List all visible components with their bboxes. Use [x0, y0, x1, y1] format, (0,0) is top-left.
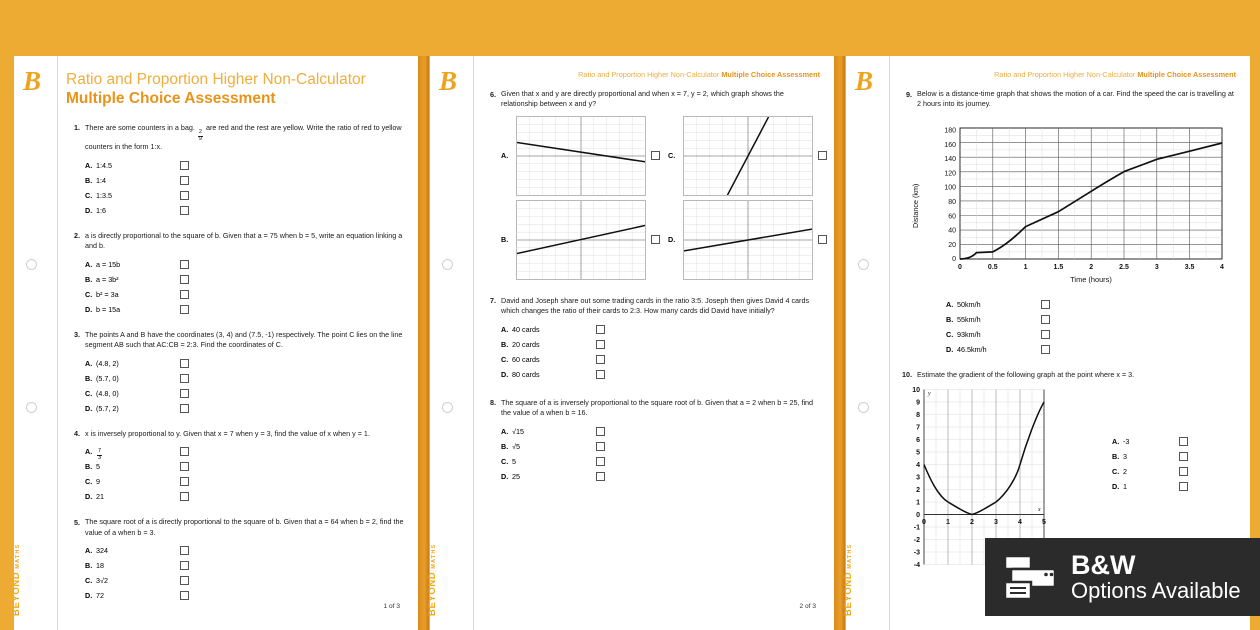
brand-sub: MATHS [15, 543, 21, 569]
svg-text:1: 1 [916, 499, 920, 507]
option-label: C. [85, 575, 93, 585]
question-text: Below is a distance-time graph that shows the motion of a car. Find the speed the car is travelling at 2 hours into its journey. [917, 89, 1234, 109]
option-value: 324 [96, 545, 108, 555]
option-value [96, 442, 180, 462]
svg-text:-3: -3 [913, 549, 920, 557]
option-row [1112, 479, 1188, 494]
bw-badge-text [1071, 552, 1241, 602]
runhead-plain: Ratio and Proportion Higher Non-Calculator [994, 70, 1138, 79]
option-list [85, 543, 404, 603]
svg-text:0: 0 [922, 519, 926, 527]
option-value: 20 cards [512, 339, 540, 349]
option-label: D. [1112, 482, 1120, 492]
option-label: C. [668, 151, 676, 161]
option-value: 3 [1123, 452, 1127, 462]
option-row [1112, 434, 1188, 449]
svg-text:1: 1 [946, 519, 950, 527]
option-row [501, 352, 820, 367]
option-label: A. [85, 447, 93, 457]
question-text: The square of a is inversely proportional to the square root of b. Given that a = 2 when b = 25, find the value of a when b = 16. [501, 397, 814, 418]
bw-badge-line2: Options Available [1071, 577, 1241, 603]
option-list [85, 356, 404, 416]
option-checkbox[interactable] [596, 472, 605, 481]
option-checkbox[interactable] [596, 340, 605, 349]
option-row [1112, 449, 1188, 464]
option-value: 72 [96, 590, 104, 600]
option-label: C. [1112, 467, 1120, 477]
option-value: 21 [96, 492, 104, 502]
option-label: A. [85, 545, 93, 555]
option-value: b = 15a [96, 304, 121, 314]
option-value: (5.7, 2) [96, 403, 119, 413]
question-text: The square root of a is directly proportional to the square of b. Given that a = 64 when b = 2, find the value of a when b = 3. [85, 517, 404, 537]
question-9 [898, 89, 1236, 357]
option-checkbox[interactable] [180, 561, 189, 570]
option-checkbox[interactable] [180, 161, 189, 170]
option-checkbox[interactable] [180, 290, 189, 299]
svg-text:10: 10 [912, 387, 920, 395]
option-value: 3√2 [96, 575, 108, 585]
svg-text:60: 60 [948, 213, 956, 221]
svg-text:8: 8 [916, 412, 920, 420]
graph-option-c[interactable] [668, 116, 827, 196]
question-number: 9. [906, 89, 912, 99]
option-row [501, 454, 820, 469]
x-tick-labels [958, 264, 1224, 271]
option-value: 18 [96, 560, 104, 570]
question-text: David and Joseph share out some trading cards in the ratio 3:5. Joseph then gives David 4 cards which changes the ratio of their cards to 2:3. How many cards did David have initially? [501, 295, 810, 316]
option-label: B. [85, 560, 93, 570]
punch-hole-bottom [858, 402, 869, 413]
svg-text:0: 0 [958, 263, 962, 271]
runhead-bold: Multiple Choice Assessment [1137, 70, 1236, 79]
svg-text:5: 5 [916, 449, 920, 457]
option-label: D. [85, 590, 93, 600]
option-row [946, 327, 1236, 342]
option-row [85, 573, 404, 588]
fraction-numerator: 2 [198, 128, 202, 135]
option-row [85, 588, 404, 603]
option-row [85, 543, 404, 558]
svg-text:3: 3 [1154, 263, 1159, 271]
option-label: A. [1112, 437, 1120, 447]
beyond-logo-icon: B [439, 66, 458, 96]
option-value: 1:6 [96, 205, 106, 215]
option-value: 80 cards [512, 369, 540, 379]
svg-text:20: 20 [948, 241, 956, 249]
beyond-brand-vertical [11, 544, 22, 616]
brand-sub: MATHS [431, 543, 437, 569]
option-checkbox[interactable] [818, 235, 827, 244]
option-checkbox[interactable] [180, 576, 189, 585]
option-value: 60 cards [512, 354, 540, 364]
option-checkbox[interactable] [1041, 315, 1050, 324]
option-checkbox[interactable] [180, 206, 189, 215]
question-8 [482, 398, 820, 484]
option-row [85, 444, 404, 459]
question-number: 8. [490, 398, 496, 408]
option-row [85, 489, 404, 504]
fraction-denominator: 3 [98, 454, 102, 461]
option-row [501, 322, 820, 337]
option-value: 1 [1123, 482, 1127, 492]
option-label: D. [85, 205, 93, 215]
option-row [85, 474, 404, 489]
q1-text-b: are red and the rest are yellow. Write the ratio of red to yellow counters in the form 1:x. [85, 122, 402, 152]
question-text: x is inversely proportional to y. Given that x = 7 when y = 3, find the value of x when y = 1. [85, 428, 370, 438]
option-label: A. [501, 426, 509, 436]
bw-options-badge[interactable] [985, 538, 1260, 616]
option-checkbox[interactable] [596, 370, 605, 379]
svg-text:1.5: 1.5 [1053, 263, 1064, 271]
option-label: A. [85, 358, 93, 368]
page-rail-2 [427, 56, 474, 630]
option-label: B. [1112, 452, 1120, 462]
option-list [946, 297, 1236, 357]
option-list [501, 322, 820, 382]
svg-text:9: 9 [916, 399, 920, 407]
bw-badge-line1: B&W [1071, 550, 1136, 581]
option-checkbox[interactable] [651, 151, 660, 160]
option-value: 25 [512, 471, 520, 481]
option-label: A. [501, 324, 509, 334]
beyond-brand-vertical [843, 544, 854, 616]
question-number: 10. [902, 370, 912, 380]
option-row [85, 203, 404, 218]
option-label: A. [85, 259, 93, 269]
question-number: 4. [74, 429, 80, 439]
option-label: A. [946, 299, 954, 309]
option-value: 55km/h [957, 314, 981, 324]
option-value: a = 15b [96, 259, 121, 269]
option-list [85, 158, 404, 218]
option-row [85, 302, 404, 317]
option-checkbox[interactable] [596, 457, 605, 466]
page-rail-1 [11, 56, 58, 630]
option-value: (5.7, 0) [96, 373, 119, 383]
q1-text-a: There are some counters in a bag. [85, 122, 197, 132]
option-value: -3 [1123, 437, 1130, 447]
option-row [85, 158, 404, 173]
mini-graph-d [683, 200, 813, 280]
mini-graph-b [516, 200, 646, 280]
worksheet-page-2[interactable] [427, 56, 834, 630]
option-list [85, 444, 404, 504]
option-checkbox[interactable] [180, 591, 189, 600]
svg-text:1: 1 [1023, 263, 1028, 271]
question-number: 7. [490, 296, 496, 306]
running-header [898, 70, 1236, 79]
question-text: Estimate the gradient of the following graph at the point where x = 3. [917, 369, 1135, 379]
option-value: √5 [512, 441, 520, 451]
svg-text:100: 100 [944, 184, 956, 192]
page-rail-3 [843, 56, 890, 630]
running-header [482, 70, 820, 79]
page-footer: 2 of 3 [799, 603, 816, 610]
option-row [501, 367, 820, 382]
option-list [85, 257, 404, 317]
brand-name: BEYOND [843, 571, 854, 616]
option-row [1112, 464, 1188, 479]
option-value: 50km/h [957, 299, 981, 309]
worksheet-page-1[interactable] [11, 56, 418, 630]
svg-text:5: 5 [1042, 519, 1046, 527]
punch-hole-top [26, 259, 37, 270]
question-number: 3. [74, 330, 80, 340]
option-checkbox[interactable] [1179, 467, 1188, 476]
mini-graph-c [683, 116, 813, 196]
option-row [85, 287, 404, 302]
question-text: a is directly proportional to the square of b. Given that a = 75 when b = 5, write an equation linking a and b. [85, 230, 403, 251]
question-text: The points A and B have the coordinates (3, 4) and (7.5, -1) respectively. The point C lies on the line segment AB such that AC:CB = 2:3. Find the coordinates of C. [85, 329, 403, 350]
option-label: D. [501, 369, 509, 379]
brand-sub: MATHS [847, 543, 853, 569]
option-label: B. [946, 314, 954, 324]
page-title-line1: Ratio and Proportion Higher Non-Calculator [66, 71, 366, 88]
punch-hole-top [858, 259, 869, 270]
option-label: D. [85, 492, 93, 502]
option-checkbox[interactable] [180, 191, 189, 200]
question-2 [66, 231, 404, 317]
option-value: 2 [1123, 467, 1127, 477]
svg-text:2.5: 2.5 [1119, 263, 1129, 271]
svg-text:3: 3 [994, 519, 998, 527]
option-value: 46.5km/h [957, 344, 987, 354]
option-row [85, 257, 404, 272]
svg-text:3: 3 [916, 474, 920, 482]
brand-name: BEYOND [427, 571, 438, 616]
option-checkbox[interactable] [180, 492, 189, 501]
svg-text:2: 2 [970, 519, 974, 527]
svg-text:-2: -2 [913, 537, 920, 545]
option-value: 1:3.5 [96, 190, 112, 200]
svg-text:4: 4 [916, 462, 920, 470]
svg-text:160: 160 [944, 141, 956, 149]
fraction-denominator: 9 [198, 135, 202, 142]
graph-option-b[interactable] [501, 200, 660, 280]
option-checkbox[interactable] [180, 462, 189, 471]
x-axis-label: x [1038, 507, 1041, 514]
option-value: 5 [512, 456, 516, 466]
option-checkbox[interactable] [596, 325, 605, 334]
option-value: b² = 3a [96, 289, 119, 299]
svg-text:2: 2 [1089, 263, 1094, 271]
question-text [85, 123, 404, 153]
option-row [501, 469, 820, 484]
option-label: B. [85, 274, 93, 284]
option-checkbox[interactable] [180, 176, 189, 185]
option-row [85, 371, 404, 386]
option-label: D. [668, 235, 676, 245]
svg-text:4: 4 [1018, 519, 1022, 527]
option-label: D. [501, 471, 509, 481]
page-footer: 1 of 3 [383, 603, 400, 610]
option-label: C. [85, 190, 93, 200]
svg-text:140: 140 [944, 155, 956, 163]
punch-hole-bottom [442, 402, 453, 413]
svg-text:80: 80 [948, 198, 956, 206]
option-checkbox[interactable] [180, 447, 189, 456]
option-row [501, 337, 820, 352]
punch-hole-top [442, 259, 453, 270]
fraction-seven-thirds [97, 449, 102, 462]
option-label: D. [85, 403, 93, 413]
graph-option-d[interactable] [668, 200, 827, 280]
y-tick-labels [944, 127, 956, 263]
option-row [501, 424, 820, 439]
option-value: 5 [96, 462, 100, 472]
option-label: C. [85, 388, 93, 398]
option-checkbox[interactable] [1041, 300, 1050, 309]
svg-text:-1: -1 [913, 524, 920, 532]
option-checkbox[interactable] [1179, 437, 1188, 446]
option-label: B. [85, 462, 93, 472]
option-row [946, 312, 1236, 327]
option-value: a = 3b² [96, 274, 119, 284]
option-row [85, 558, 404, 573]
svg-text:4: 4 [1220, 263, 1224, 271]
question-number: 2. [74, 231, 80, 241]
brand-name: BEYOND [11, 571, 22, 616]
svg-text:-4: -4 [913, 562, 920, 570]
option-label: B. [501, 339, 509, 349]
option-label: C. [85, 477, 93, 487]
question-text: Given that x and y are directly proportional and when x = 7, y = 2, which graph shows the relationship between x and y? [501, 89, 784, 109]
y-axis-label: Distance (km) [911, 183, 920, 228]
option-label: D. [946, 344, 954, 354]
option-row [946, 342, 1236, 357]
option-checkbox[interactable] [596, 427, 605, 436]
page-title-line2: Multiple Choice Assessment [66, 90, 276, 108]
beyond-logo-icon: B [23, 66, 42, 96]
mini-graph-a [516, 116, 646, 196]
option-list [1112, 434, 1188, 494]
svg-text:120: 120 [944, 170, 956, 178]
option-label: B. [85, 175, 93, 185]
option-label: B. [85, 373, 93, 383]
option-value: 1:4 [96, 175, 106, 185]
option-value: 9 [96, 477, 100, 487]
question-number: 6. [490, 89, 496, 99]
option-label: B. [501, 441, 509, 451]
question-3 [66, 330, 404, 416]
svg-text:3.5: 3.5 [1184, 263, 1195, 271]
svg-text:0: 0 [952, 256, 956, 264]
punch-hole-bottom [26, 402, 37, 413]
x-axis-label: Time (hours) [1070, 274, 1112, 284]
question-6 [482, 89, 820, 280]
option-label: A. [501, 151, 509, 161]
option-checkbox[interactable] [180, 477, 189, 486]
option-row [946, 297, 1236, 312]
option-row [85, 401, 404, 416]
option-label: C. [501, 456, 509, 466]
option-checkbox[interactable] [596, 355, 605, 364]
option-value: 40 cards [512, 324, 540, 334]
option-row [85, 459, 404, 474]
option-row [85, 173, 404, 188]
option-checkbox[interactable] [651, 235, 660, 244]
distance-time-graph [906, 116, 1236, 293]
option-checkbox[interactable] [180, 404, 189, 413]
y-tick-labels [912, 387, 920, 569]
svg-text:7: 7 [916, 424, 920, 432]
fraction-two-ninths [198, 130, 203, 143]
question-4 [66, 429, 404, 504]
option-checkbox[interactable] [180, 305, 189, 314]
svg-text:180: 180 [944, 127, 956, 135]
y-axis-label: y [928, 391, 931, 398]
svg-text:40: 40 [948, 227, 956, 235]
option-checkbox[interactable] [180, 359, 189, 368]
printer-icon [1003, 552, 1059, 602]
option-row [85, 188, 404, 203]
option-label: C. [501, 354, 509, 364]
option-checkbox[interactable] [180, 374, 189, 383]
option-value: 93km/h [957, 329, 981, 339]
fraction-numerator: 7 [98, 447, 102, 454]
svg-text:6: 6 [916, 437, 920, 445]
runhead-plain: Ratio and Proportion Higher Non-Calculator [578, 70, 722, 79]
svg-text:2: 2 [916, 487, 920, 495]
svg-text:0.5: 0.5 [987, 263, 998, 271]
graph-option-a[interactable] [501, 116, 660, 196]
question-1 [66, 123, 404, 218]
question-number: 1. [74, 123, 80, 133]
option-checkbox[interactable] [1041, 330, 1050, 339]
option-label: C. [85, 289, 93, 299]
option-checkbox[interactable] [818, 151, 827, 160]
option-checkbox[interactable] [1179, 452, 1188, 461]
option-row [85, 272, 404, 287]
beyond-brand-vertical [427, 544, 438, 616]
option-checkbox[interactable] [180, 275, 189, 284]
option-label: C. [946, 329, 954, 339]
graph-option-grid [501, 116, 820, 280]
option-list [501, 424, 820, 484]
option-checkbox[interactable] [596, 442, 605, 451]
svg-text:0: 0 [916, 512, 920, 520]
option-row [85, 356, 404, 371]
option-checkbox[interactable] [180, 546, 189, 555]
option-checkbox[interactable] [180, 389, 189, 398]
question-5 [66, 517, 404, 603]
option-value: √15 [512, 426, 524, 436]
option-value: 1:4.5 [96, 160, 112, 170]
beyond-logo-icon: B [855, 66, 874, 96]
question-number: 5. [74, 517, 80, 527]
option-value: (4.8, 0) [96, 388, 119, 398]
option-checkbox[interactable] [1179, 482, 1188, 491]
option-label: A. [85, 160, 93, 170]
runhead-bold: Multiple Choice Assessment [721, 70, 820, 79]
question-7 [482, 296, 820, 382]
option-checkbox[interactable] [180, 260, 189, 269]
option-row [85, 386, 404, 401]
option-label: B. [501, 235, 509, 245]
option-value: (4.8, 2) [96, 358, 119, 368]
option-checkbox[interactable] [1041, 345, 1050, 354]
option-row [501, 439, 820, 454]
option-label: D. [85, 304, 93, 314]
